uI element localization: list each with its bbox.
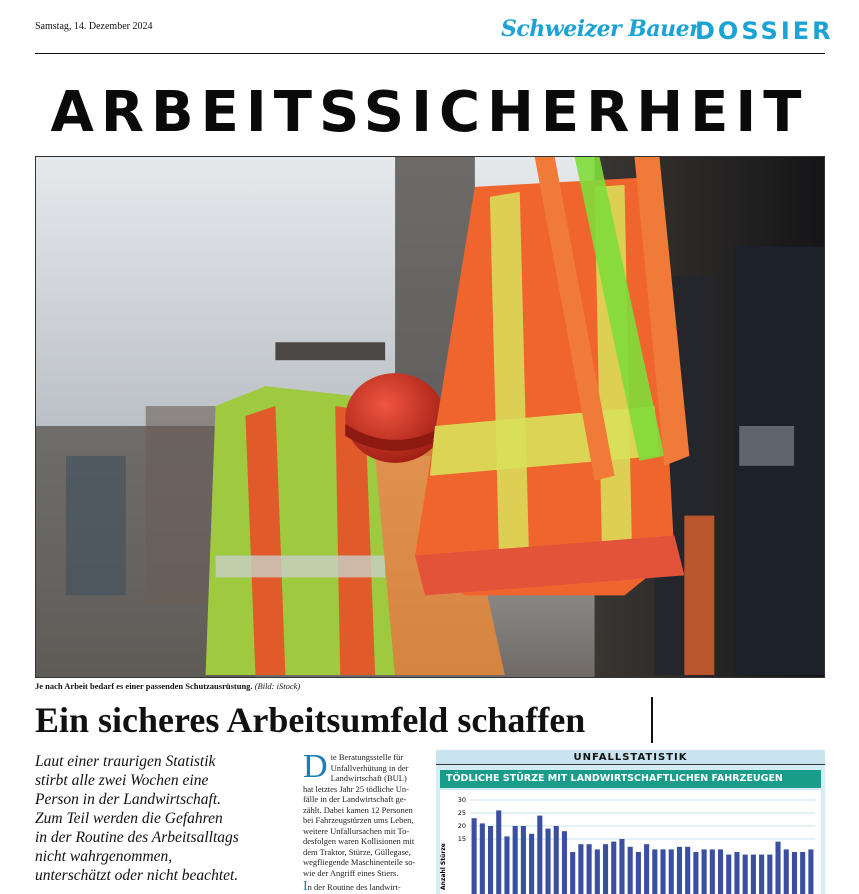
- chart-bar: [652, 849, 657, 894]
- safety-vests-illustration: [36, 157, 824, 677]
- lead-line: Laut einer traurigen Statistik: [35, 753, 216, 770]
- chart-bar: [603, 844, 608, 894]
- statistics-box: [436, 750, 825, 894]
- chart-bar: [669, 849, 674, 894]
- fatal-falls-chart: [440, 790, 821, 894]
- chart-bar: [472, 818, 477, 894]
- chart-bar: [570, 852, 575, 894]
- chart-bar: [529, 834, 534, 894]
- chart-bar: [513, 826, 518, 894]
- chart-bar: [504, 836, 509, 894]
- statistics-title: UNFALLSTATISTIK: [436, 750, 825, 765]
- article-body: [303, 748, 425, 878]
- chart-bar: [710, 849, 715, 894]
- chart-bar: [660, 849, 665, 894]
- body-line: dem Traktor, Stürze, Güllegase,: [303, 846, 411, 857]
- lead-line: nicht wahrgenommen,: [35, 848, 173, 865]
- article-body-continued: [303, 879, 425, 894]
- body-line: Landwirtschaft (BUL): [330, 773, 407, 783]
- lead-line: Person in der Landwirtschaft.: [35, 791, 222, 808]
- body-line: fälle in der Landwirtschaft ge-: [303, 794, 407, 804]
- y-axis-label: Anzahl Stürze: [440, 843, 447, 890]
- chart-bar: [685, 847, 690, 894]
- body-line: wie der Angriff eines Stiers.: [303, 867, 399, 878]
- body-line: desfolgen waren Kollisionen mit: [303, 836, 415, 846]
- body-line: zählt. Dabei kamen 12 Personen: [303, 804, 413, 815]
- photo-caption: [35, 681, 300, 691]
- chart-bar: [743, 855, 748, 894]
- body-line: ie Beratungsstelle für: [330, 752, 404, 762]
- chart-bar: [775, 842, 780, 894]
- header-divider: [35, 53, 825, 54]
- chart-bar: [792, 852, 797, 894]
- chart-bar: [751, 855, 756, 894]
- chart-bar: [800, 852, 805, 894]
- body-line: wegfliegende Maschinenteile so-: [303, 857, 416, 867]
- chart-bar: [718, 849, 723, 894]
- chart-bar: [488, 826, 493, 894]
- chart-bar: [545, 829, 550, 894]
- brand-logo: Schweizer Bauer: [501, 16, 701, 42]
- chart-bar: [480, 823, 485, 894]
- chart-bar: [521, 826, 526, 894]
- chart-bar: [496, 810, 501, 894]
- body-line: n der Routine des landwirt-: [307, 882, 401, 892]
- body-line: Unfallverhütung in der: [330, 762, 409, 773]
- chart-title: TÖDLICHE STÜRZE MIT LANDWIRTSCHAFTLICHEN FAHRZEUGEN: [440, 770, 821, 788]
- chart-bar: [611, 842, 616, 894]
- lead-line: Zum Teil werden die Gefahren: [35, 810, 223, 827]
- chart-bar: [587, 844, 592, 894]
- drop-cap: D: [303, 748, 328, 785]
- chart-bar: [554, 826, 559, 894]
- chart-bar: [759, 855, 764, 894]
- chart-bar: [677, 847, 682, 894]
- chart-bar: [636, 852, 641, 894]
- chart-bar: [784, 849, 789, 894]
- body-line: weitere Unfallursachen mit To-: [303, 825, 410, 836]
- chart-bar: [578, 844, 583, 894]
- chart-bar: [693, 852, 698, 894]
- chart-bar: [628, 847, 633, 894]
- section-label: DOSSIER: [695, 17, 834, 45]
- caption-text: Je nach Arbeit bedarf es einer passenden Schutzausrüstung.: [35, 681, 253, 691]
- hero-photo: [35, 156, 825, 678]
- chart-bar: [562, 831, 567, 894]
- chart-bar: [619, 839, 624, 894]
- lead-line: unterschätzt oder nicht beachtet.: [35, 867, 239, 884]
- article-title: Ein sicheres Arbeitsumfeld schaffen: [35, 700, 586, 740]
- y-tick-label: 30: [457, 796, 466, 804]
- body-line: hat letztes Jahr 25 tödliche Un-: [303, 783, 409, 794]
- lead-line: in der Routine des Arbeitsalltags: [35, 829, 239, 846]
- text-cursor: [651, 697, 653, 743]
- body-line: bei Fahrzeugstürzen ums Leben,: [303, 815, 414, 825]
- page-headline: ARBEITSSICHERHEIT: [50, 80, 809, 145]
- chart-bar: [595, 849, 600, 894]
- chart-bar: [734, 852, 739, 894]
- issue-date: Samstag, 14. Dezember 2024: [35, 21, 153, 32]
- drop-cap-2: I: [303, 879, 308, 894]
- chart-bar: [644, 844, 649, 894]
- chart-bar: [767, 855, 772, 894]
- article-lead: [35, 752, 285, 885]
- chart-bar: [702, 849, 707, 894]
- chart-bar: [726, 855, 731, 894]
- y-tick-label: 20: [457, 822, 466, 830]
- chart-bar: [537, 816, 542, 894]
- caption-credit: (Bild: iStock): [254, 681, 301, 691]
- y-tick-label: 25: [457, 809, 466, 817]
- chart-bar: [808, 849, 813, 894]
- lead-line: stirbt alle zwei Wochen eine: [35, 772, 209, 789]
- y-tick-label: 15: [457, 835, 466, 843]
